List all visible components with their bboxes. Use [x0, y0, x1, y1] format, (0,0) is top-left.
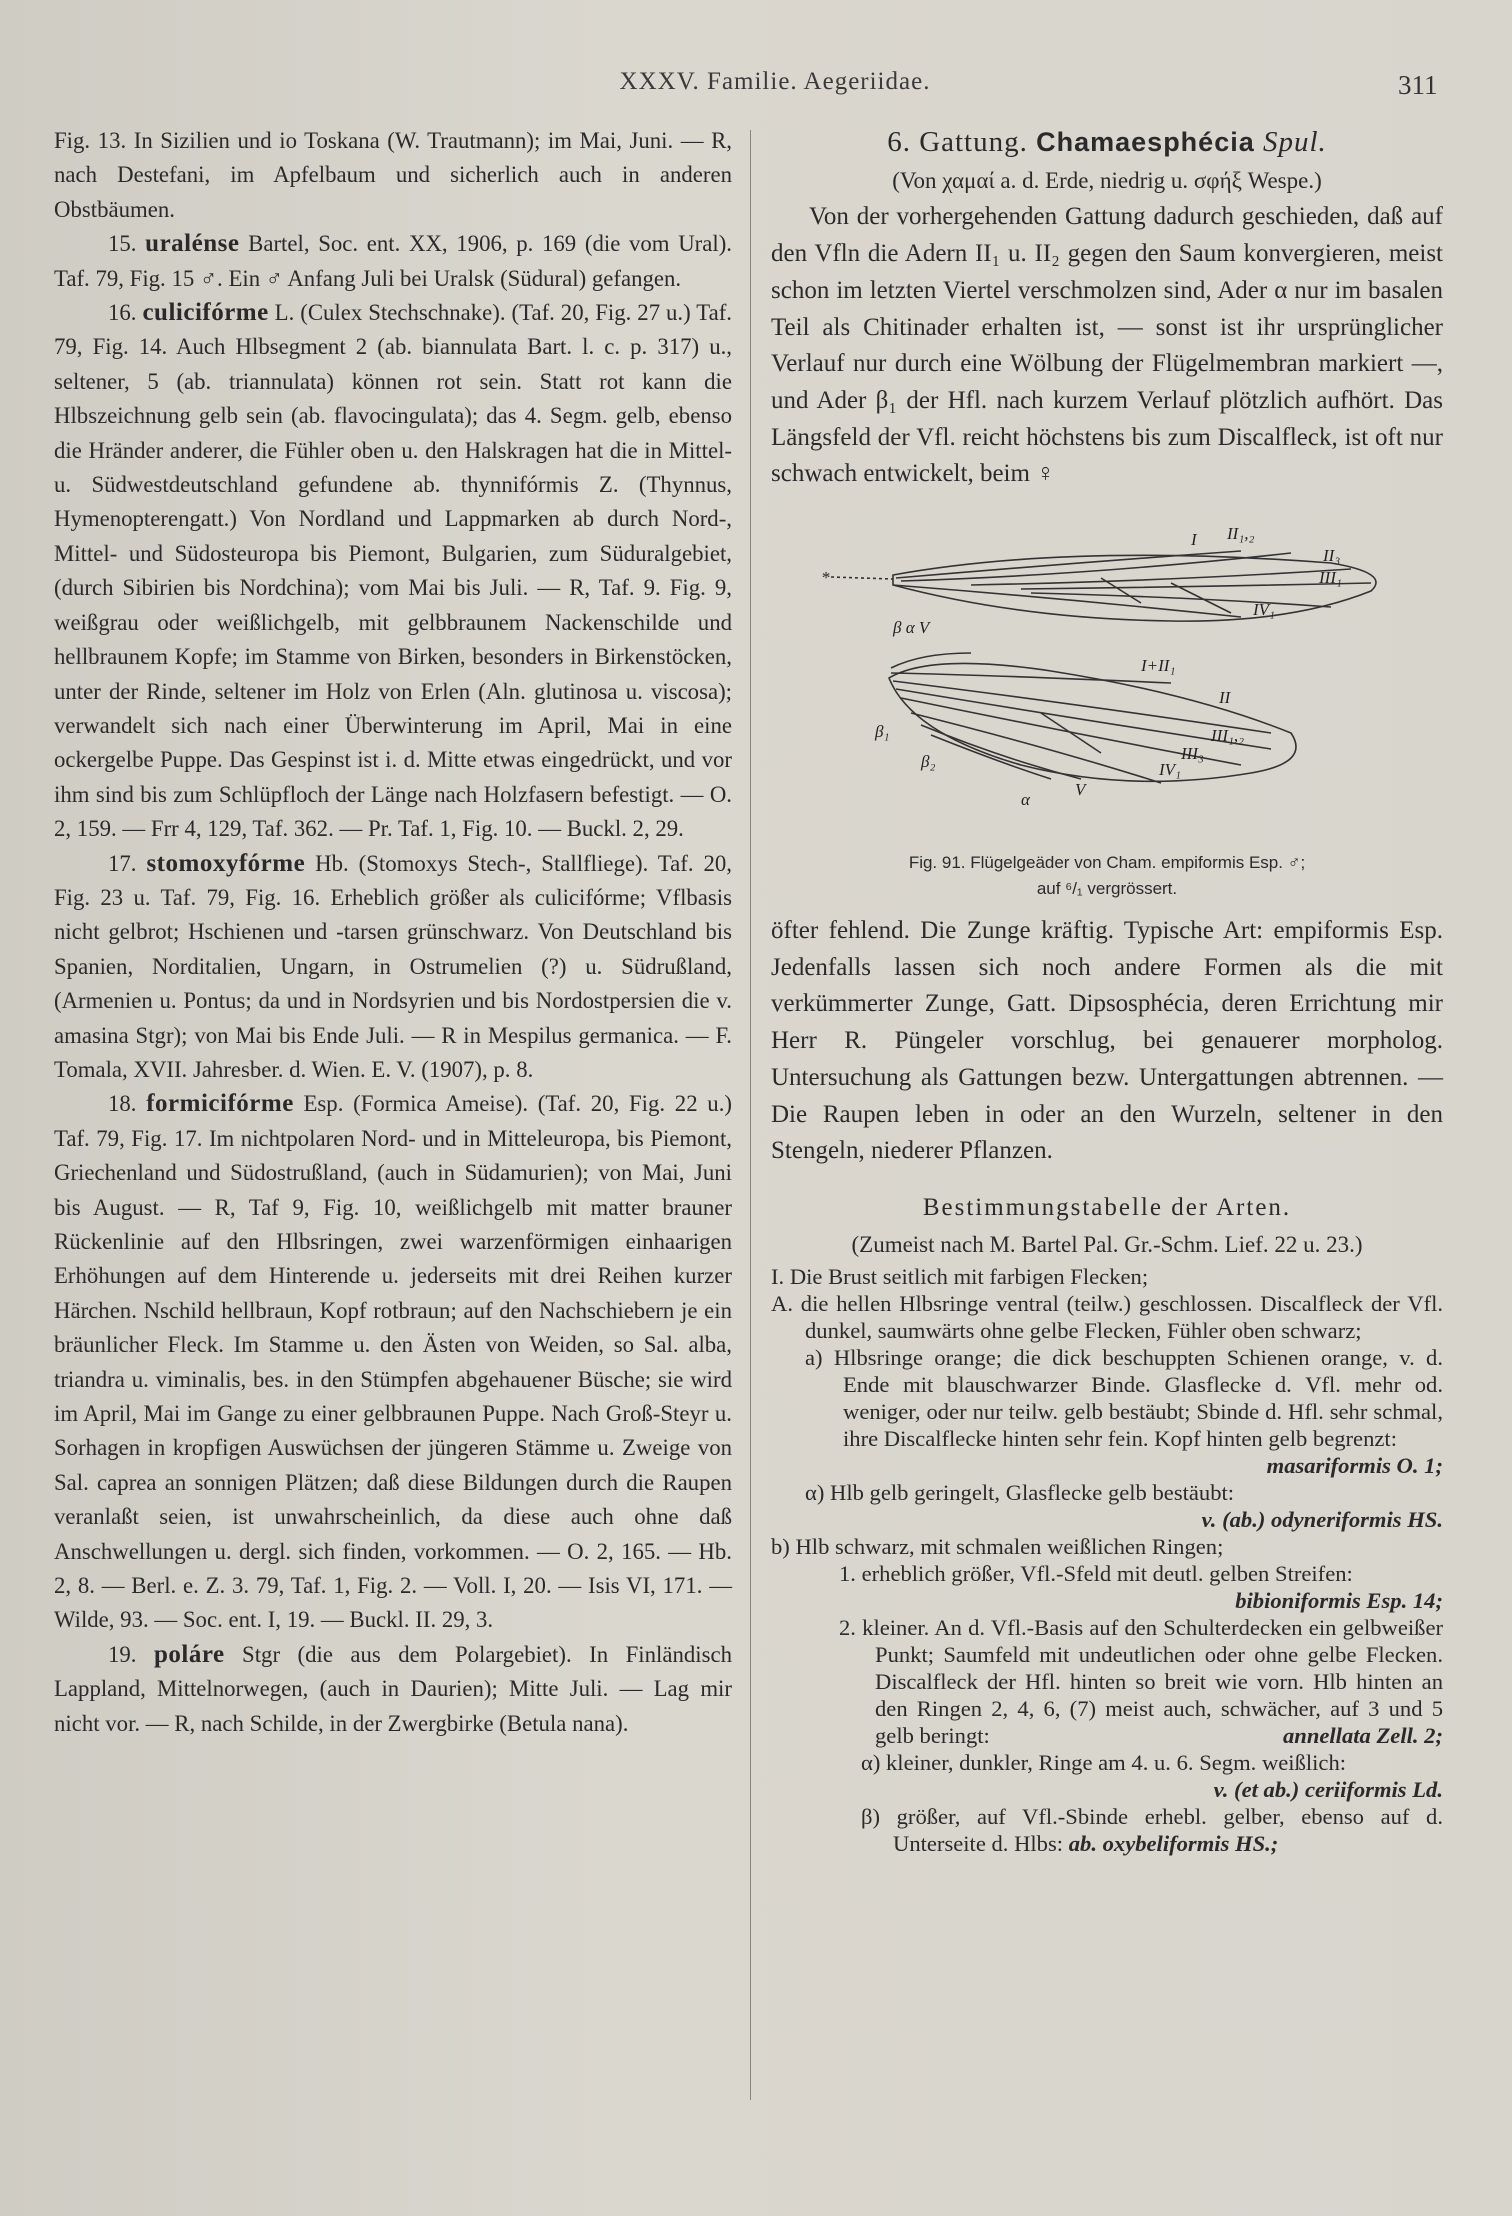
key-line: I. Die Brust seitlich mit farbigen Flecken;	[771, 1264, 1149, 1290]
left-column	[54, 124, 732, 1741]
running-head: XXXV. Familie. Aegeriidae.	[619, 68, 931, 95]
species-entry-16: 16. culicifórme L. (Culex Stechschnake). (Taf. 20, Fig. 27 u.) Taf. 79, Fig. 14. Auch Hlbsegment 2 (ab. biannulata Bart. l. c. p. 317) u., seltener, 5 (ab. triannulata) können rot sein. Statt rot kann die Hlbszeichnung gelb sein (ab. flavocingulata); das 4. Segm. gelb, ebenso die Hränder anderer, die Fühler oben u. den Halskragen hat die in Mittel- u. Südwestdeutschland gefundene ab. thynnifórmis Z. (Thynnus, Hymenopterengatt.) Von Nordland und Lappmarken ab durch Nord-, Mittel- und Südosteuropa bis Piemont, Bulgarien, zum Süduralgebiet, (durch Sibirien bis Nordchina); vom Mai bis Juli. — R, Taf. 9. Fig. 9, weißgrau oder weißlichgelb, mit gelbbraunem Nackenschilde und hellbraunem Kopfe; im Stamme von Birken, besonders in Birkenstöcken, unter der Rinde, seltener im Holz von Erlen (Aln. glutinosa u. viscosa); verwandelt sich nach einer Überwinterung im April, Mai in eine ockergelbe Puppe. Das Gespinst ist i. d. Mitte etwas eingedrückt, und vor ihm sind bis zum Schlüpfloch der Länge nach Holzfasern befestigt. — O. 2, 159. — Frr 4, 129, Taf. 362. — Pr. Taf. 1, Fig. 10. — Buckl. 2, 29.	[54, 299, 732, 842]
key-line: A. die hellen Hlbsringe ventral (teilw.) geschlossen. Discalfleck der Vfl. dunkel, saumwärts ohne gelbe Flecken, Fühler oben schwarz;	[771, 1291, 1443, 1344]
label-I: I	[1191, 530, 1197, 550]
species-entry-19: 19. poláre Stgr (die aus dem Polargebiet). In Finländisch Lappland, Mittelnorwegen, (auch in Daurien); Mitte Juli. — Lag mir nicht vor. — R, nach Schilde, in der Zwergbirke (Betula nana).	[54, 1640, 732, 1736]
key-line: α) Hlb gelb geringelt, Glasflecke gelb bestäubt:	[805, 1480, 1235, 1506]
label-beta1: β₁	[875, 722, 890, 742]
species-entry-18: 18. formicifórme Esp. (Formica Ameise). (Taf. 20, Fig. 22 u.) Taf. 79, Fig. 17. Im nichtpolaren Nord- und in Mitteleuropa, bis Piemont, Griechenland und Südostrußland, (auch in Südamurien); von Mai, Juni bis August. — R, Taf 9, Fig. 10, weißlichgelb mit matter brauner Rückenlinie auf den Hlbsringen, zwei warzenförmigen einhaarigen Erhöhungen auf dem Hinterende u. jederseits mit drei Reihen kurzer Härchen. Nschild hellbraun, Kopf rotbraun; auf den Nachschiebern je ein bräunlicher Fleck. Im Stamme u. den Ästen von Weiden, so Sal. alba, triandra u. viminalis, bes. in den Stümpfen abgehauener Büsche; sie wird im April, Mai im Gange zu einer gelbbraunen Puppe. Nach Groß-Steyr u. Sorhagen in kropfigen Auswüchsen der jüngeren Stämme u. Zweige von Sal. caprea an sonnigen Plätzen; daß diese Bildungen durch die Raupen veranlaßt seien, ist unwahrscheinlich, da diese auch ohne daß Anschwellungen u. dergl. sich finden, vorkommen. — O. 2, 165. — Hb. 2, 8. — Berl. e. Z. 3. 79, Taf. 1, Fig. 2. — Voll. I, 20. — Isis VI, 171. — Wilde, 93. — Soc. ent. I, 19. — Buckl. II. 29, 3.	[54, 1090, 732, 1633]
species-name: poláre	[153, 1640, 225, 1668]
key-line: β) größer, auf Vfl.-Sbinde erhebl. gelber, ebenso auf d. Unterseite d. Hlbs: ab. oxybeliformis HS.;	[861, 1804, 1443, 1857]
label-II12: II₁,₂	[1227, 524, 1255, 544]
species-name: formicifórme	[146, 1090, 294, 1118]
label-hw-IV1: IV₁	[1159, 760, 1181, 780]
label-beta2: β₂	[921, 752, 936, 772]
wing-venation-figure	[771, 503, 1443, 913]
figure-caption: Fig. 91. Flügelgeäder von Cham. empiformis Esp. ♂; auf ⁶/₁ vergrössert.	[908, 853, 1306, 899]
label-II3: II₃	[1323, 546, 1341, 566]
page-number: 311	[1398, 70, 1438, 100]
label-V: V	[1075, 780, 1086, 800]
key-line: a) Hlbsringe orange; die dick beschuppten Schienen orange, v. d. Ende mit blauschwarzer Binde. Glasflecke d. Vfl. mehr od. weniger, oder nur teilw. gelb bestäubt; Sbinde d. Hfl. sehr schmal, ihre Discalflecke hinten sehr fein. Kopf hinten gelb begrenzt: masariformis O. 1;	[805, 1345, 1443, 1479]
genus-heading: 6. Gattung. Chamaesphécia Spul.	[887, 126, 1327, 158]
wing-venation-diagram	[771, 503, 1443, 843]
label-hw-II: II	[1219, 688, 1231, 708]
etymology: (Von χαμαί a. d. Erde, niedrig u. σφήξ Wespe.)	[892, 167, 1322, 193]
paragraph-continuation: Fig. 13. In Sizilien und io Toskana (W. Trautmann); im Mai, Juni. — R, nach Destefani, im Apfelbaum und sicherlich auch in anderen Obstbäumen.	[54, 128, 732, 222]
key-title: Bestimmungstabelle der Arten.	[922, 1193, 1292, 1221]
key-line: b) Hlb schwarz, mit schmalen weißlichen Ringen;	[771, 1534, 1224, 1560]
label-star: *	[821, 568, 830, 588]
label-beta-alpha-V: β α V	[893, 618, 930, 638]
label-IV1: IV₁	[1253, 600, 1275, 620]
key-subtitle: (Zumeist nach M. Bartel Pal. Gr.-Schm. Lief. 22 u. 23.)	[851, 1231, 1363, 1257]
species-name: uralénse	[145, 230, 240, 258]
key-line: 2. kleiner. An d. Vfl.-Basis auf den Schulterdecken ein gelbweißer Punkt; Saumfeld mit undeutlichen oder ohne gelbe Flecken. Discalfleck der Hfl. hinten so breit wie vorn. Hlb hinten an den Ringen 2, 4, 6, (7) meist auch, schwächer, auf 3 und 5 gelb beringt: annellata Zell. 2;	[839, 1615, 1443, 1749]
species-entry-15: 15. uralénse Bartel, Soc. ent. XX, 1906, p. 169 (die vom Ural). Taf. 79, Fig. 15 ♂. Ein ♂ Anfang Juli bei Uralsk (Südural) gefangen.	[54, 230, 732, 291]
right-column	[771, 124, 1443, 1857]
key-line-name: v. (ab.) odyneriformis HS.	[1201, 1507, 1443, 1533]
label-III3: III₃	[1181, 744, 1204, 764]
column-divider	[750, 130, 751, 2100]
species-entry-17: 17. stomoxyfórme Hb. (Stomoxys Stech-, Stallfliege). Taf. 20, Fig. 23 u. Taf. 79, Fig. 16. Erheblich größer als culicifórme; Vflbasis nicht gelbrot; Hschienen und -tarsen grünschwarz. Von Deutschland bis Spanien, Norditalien, Ungarn, in Ostrumelien (?) u. Südrußland, (Armenien u. Pontus; da und in Nordsyrien und bis Nordostpersien die v. amasina Stgr); von Mai bis Ende Juli. — R in Mespilus germanica. — F. Tomala, XVII. Jahresber. d. Wien. E. V. (1907), p. 8.	[54, 849, 732, 1082]
label-I-II1: I+II₁	[1141, 656, 1176, 676]
species-name: culicifórme	[142, 299, 269, 327]
label-III1: III₁	[1319, 568, 1342, 588]
species-name: stomoxyfórme	[146, 849, 306, 877]
genus-description: Von der vorhergehenden Gattung dadurch geschieden, daß auf den Vfln die Adern II₁ u. II₂ gegen den Saum konvergieren, meist schon im letzten Viertel verschmolzen sind, Ader α nur im basalen Teil als Chitinader erhalten ist, — sonst ist ihr ursprünglicher Verlauf nur durch eine Wölbung der Flügelmembran markiert —, und Ader β₁ der Hfl. nach kurzem Verlauf plötzlich aufhört. Das Längsfeld der Vfl. reicht höchstens bis zum Discalfleck, ist oft nur schwach entwickelt, beim ♀	[771, 203, 1443, 488]
label-alpha: α	[1021, 790, 1030, 810]
identification-key	[771, 1263, 1443, 1857]
genus-description-continued: öfter fehlend. Die Zunge kräftig. Typische Art: empiformis Esp. Jedenfalls lassen sich noch andere Formen als die mit verkümmerter Zunge, Gatt. Dipsosphécia, deren Errichtung mir Herr R. Püngeler vorschlug, bei genauerer morpholog. Untersuchung als Gattungen bezw. Untergattungen abtrennen. — Die Raupen leben in oder an den Wurzeln, seltener in den Stengeln, niederer Pflanzen.	[771, 917, 1443, 1165]
key-line: α) kleiner, dunkler, Ringe am 4. u. 6. Segm. weißlich: v. (et ab.) ceriiformis Ld.	[861, 1750, 1443, 1803]
label-III12: III₁,₂	[1211, 726, 1245, 746]
key-line: 1. erheblich größer, Vfl.-Sfeld mit deutl. gelben Streifen: bibioniformis Esp. 14;	[839, 1561, 1443, 1614]
